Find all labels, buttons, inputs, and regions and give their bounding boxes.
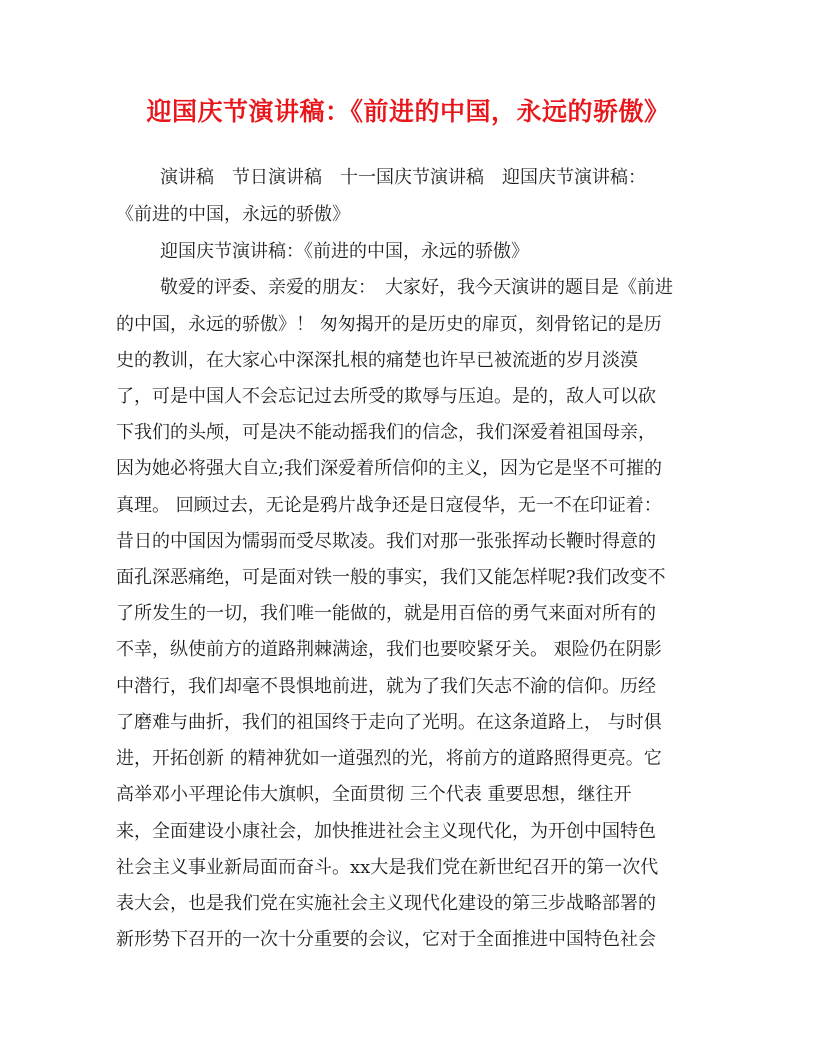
text-line: 《前进的中国，永远的骄傲》: [116, 204, 350, 225]
text-line: 下我们的头颅，可是决不能动摇我们的信念，我们深爱着祖国母亲，: [116, 422, 656, 443]
text-line: 昔日的中国因为懦弱而受尽欺凌。我们对那一张张挥动长鞭时得意的: [116, 531, 656, 552]
text-line: 新形势下召开的一次十分重要的会议，它对于全面推进中国特色社会: [116, 929, 656, 950]
text-line: 中潜行，我们却毫不畏惧地前进，就为了我们矢志不渝的信仰。历经: [116, 676, 656, 697]
text-line: 高举邓小平理论伟大旗帜，全面贯彻 三个代表 重要思想，继往开: [116, 784, 632, 805]
text-line: 表大会，也是我们党在实施社会主义现代化建设的第三步战略部署的: [116, 893, 656, 914]
text-line: 面孔深恶痛绝，可是面对铁一般的事实，我们又能怎样呢?我们改变不: [116, 567, 666, 588]
text-line: 社会主义事业新局面而奋斗。xx大是我们党在新世纪召开的第一次代: [116, 857, 659, 878]
text-line: 不幸，纵使前方的道路荆棘满途，我们也要咬紧牙关。 艰险仍在阴影: [116, 639, 662, 660]
text-line: 了，可是中国人不会忘记过去所受的欺辱与压迫。是的，敌人可以砍: [116, 386, 656, 407]
text-line: 来，全面建设小康社会，加快推进社会主义现代化，为开创中国特色: [116, 821, 656, 842]
text-line: 真理。 回顾过去，无论是鸦片战争还是日寇侵华，无一不在印证着：: [116, 495, 662, 516]
text-line: 了磨难与曲折，我们的祖国终于走向了光明。在这条道路上， 与时俱: [116, 712, 662, 733]
text-line: 因为她必将强大自立;我们深爱着所信仰的主义，因为它是坚不可摧的: [116, 458, 663, 479]
text-line: 敬爱的评委、亲爱的朋友： 大家好，我今天演讲的题目是《前进: [160, 277, 673, 298]
text-line: 了所发生的一切，我们唯一能做的，就是用百倍的勇气来面对所有的: [116, 603, 656, 624]
document-title: 迎国庆节演讲稿：《前进的中国，永远的骄傲》: [146, 97, 670, 126]
text-line: 进，开拓创新 的精神犹如一道强烈的光，将前方的道路照得更亮。它: [116, 748, 662, 769]
text-line: 史的教训，在大家心中深深扎根的痛楚也许早已被流逝的岁月淡漠: [116, 350, 638, 371]
text-line: 的中国，永远的骄傲》！ 匆匆揭开的是历史的扉页，刻骨铭记的是历: [116, 314, 662, 335]
text-line: 迎国庆节演讲稿：《前进的中国，永远的骄傲》: [160, 241, 529, 262]
text-line: 演讲稿 节日演讲稿 十一国庆节演讲稿 迎国庆节演讲稿：: [160, 167, 646, 188]
